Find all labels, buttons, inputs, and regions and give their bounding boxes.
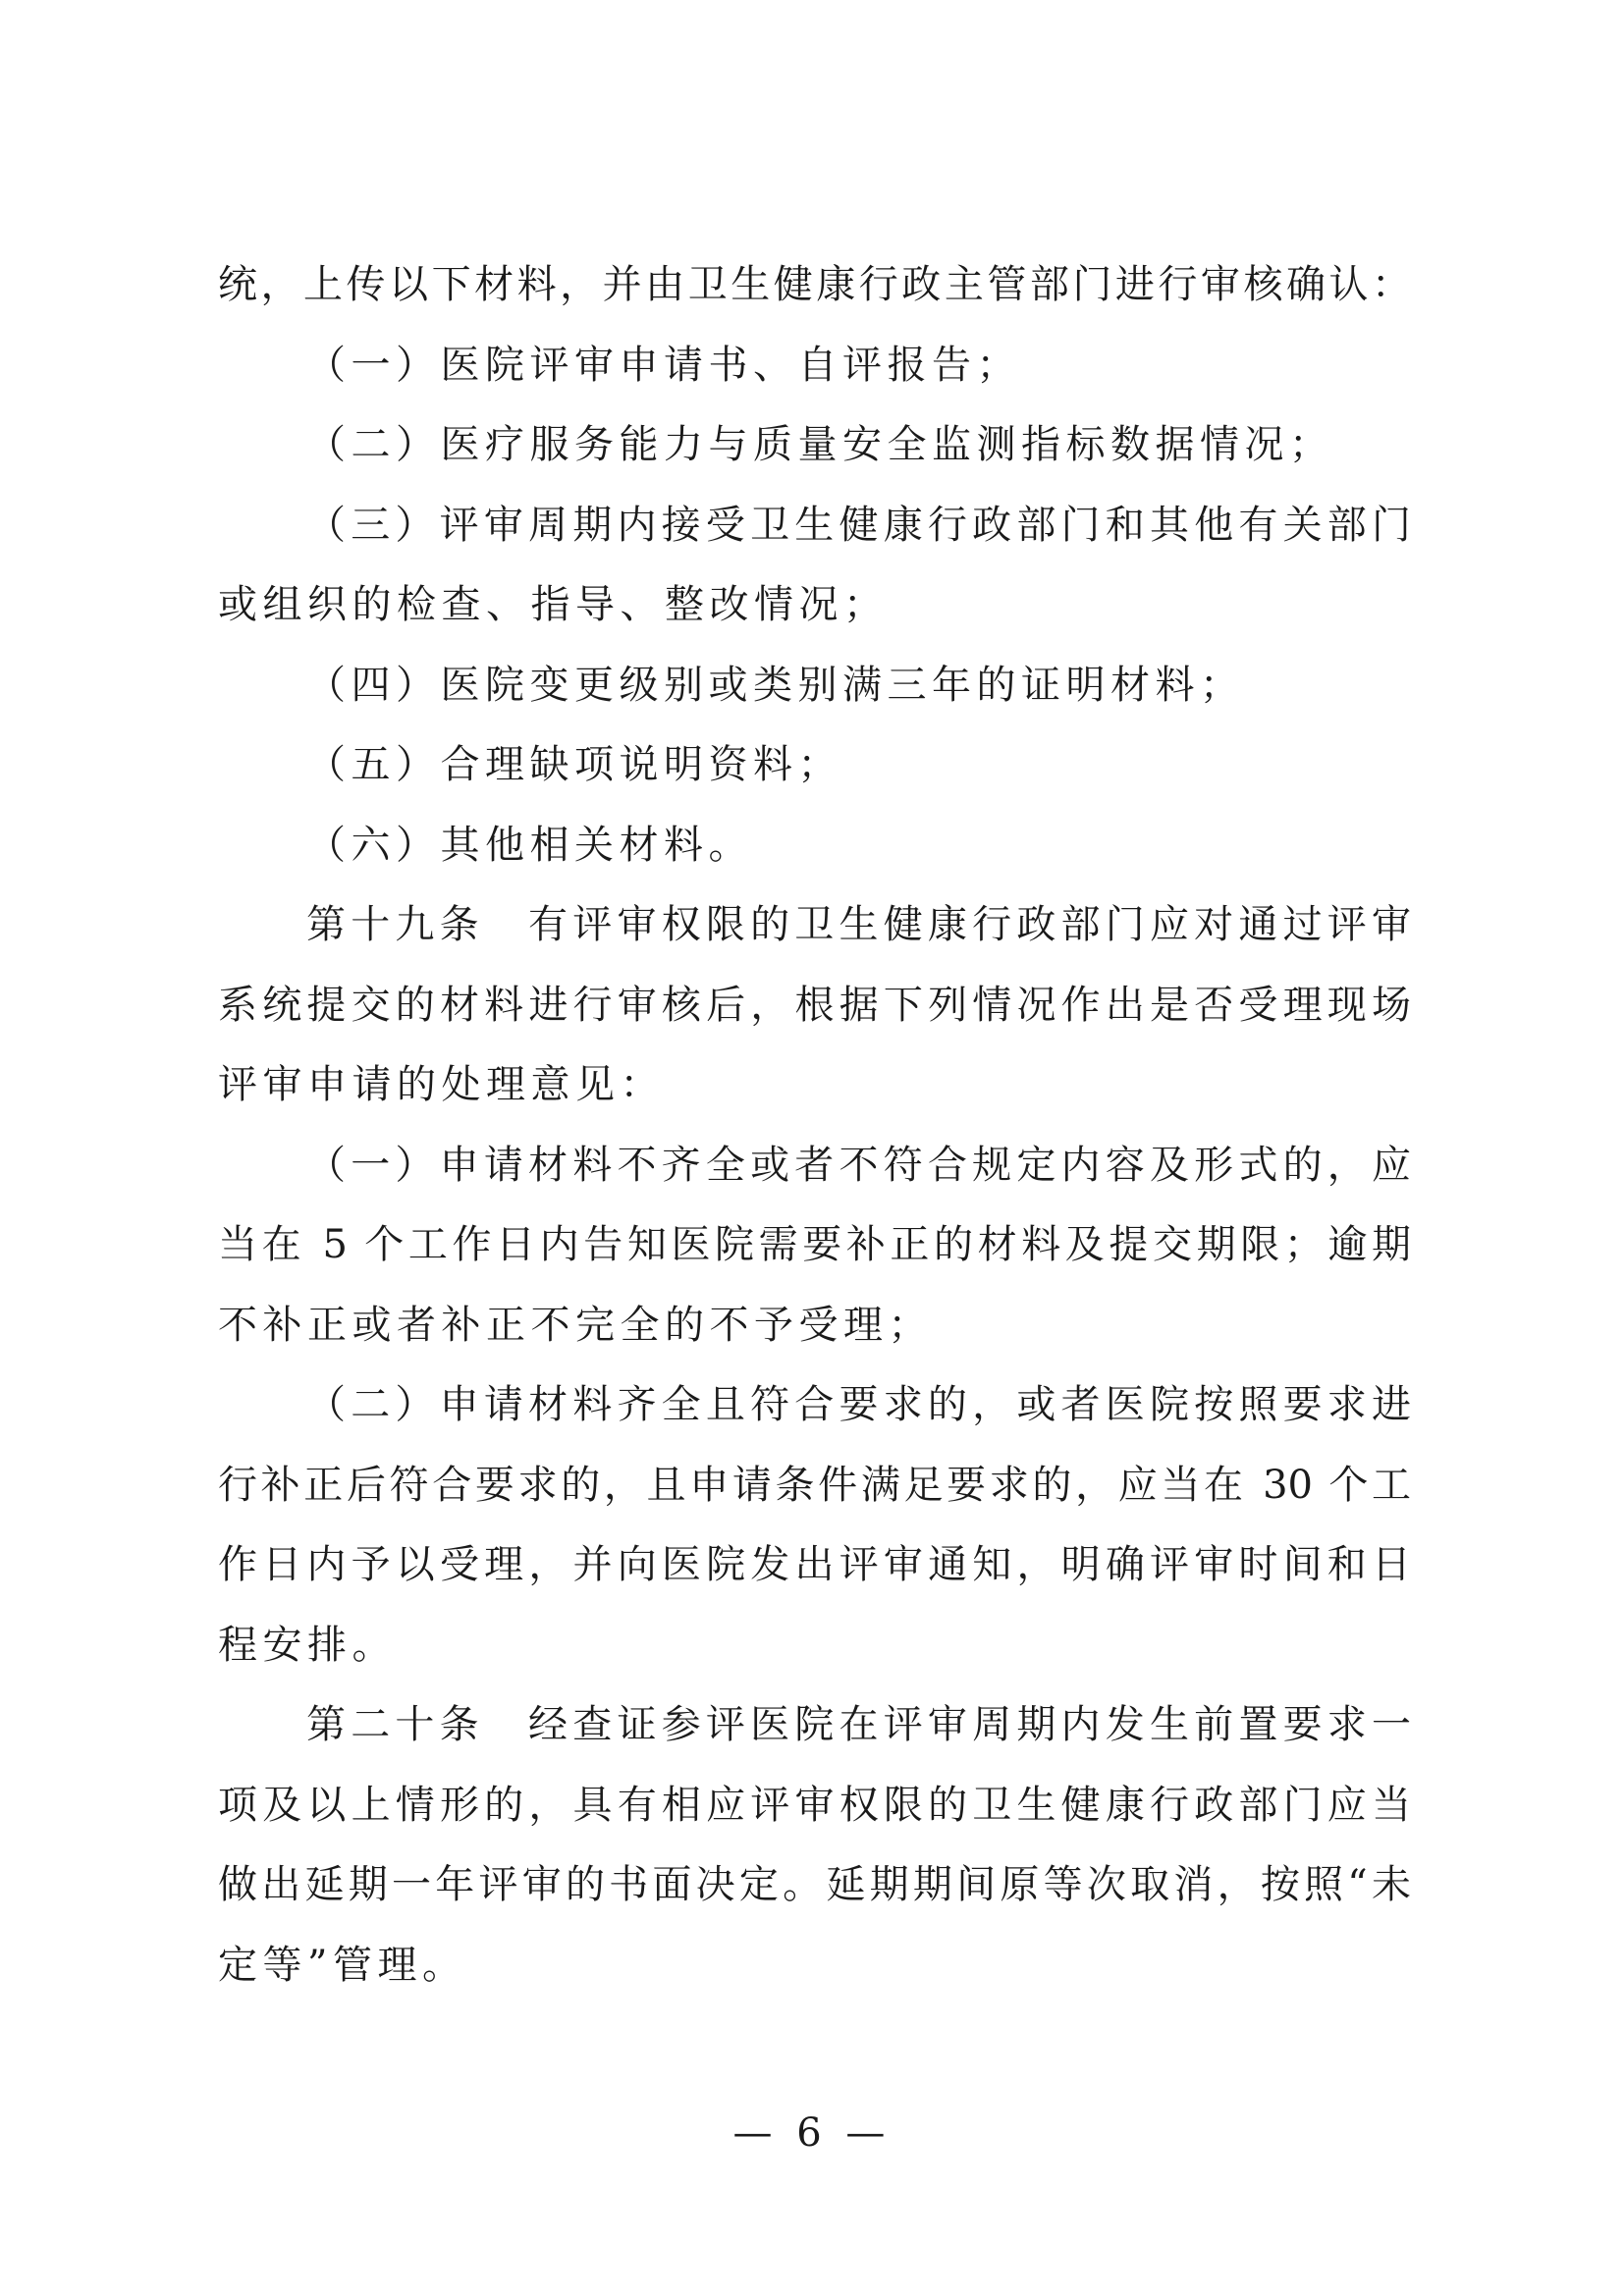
list-item: （一）申请材料不齐全或者不符合规定内容及形式的，应 (306, 1142, 1411, 1188)
list-item: （一）医院评审申请书、自评报告； (306, 342, 1021, 388)
paragraph-line: 项及以上情形的，具有相应评审权限的卫生健康行政部门应当 (218, 1782, 1411, 1828)
paragraph-line: 程安排。 (218, 1622, 397, 1668)
list-item: （四）医院变更级别或类别满三年的证明材料； (306, 662, 1245, 708)
list-item: （三）评审周期内接受卫生健康行政部门和其他有关部门 (306, 502, 1411, 548)
page-number: — 6 — (732, 2110, 892, 2156)
paragraph-line: 行补正后符合要求的，且申请条件满足要求的，应当在 30 个工 (218, 1462, 1411, 1508)
paragraph-line: 定等”管理。 (218, 1942, 467, 1988)
list-item: （二）医疗服务能力与质量安全监测指标数据情况； (306, 422, 1334, 467)
paragraph-line: 作日内予以受理，并向医院发出评审通知，明确评审时间和日 (218, 1542, 1411, 1587)
paragraph-line: 统，上传以下材料，并由卫生健康行政主管部门进行审核确认： (218, 262, 1411, 307)
paragraph-line: 不补正或者补正不完全的不予受理； (218, 1302, 933, 1348)
paragraph-line: 当在 5 个工作日内告知医院需要补正的材料及提交期限；逾期 (218, 1222, 1411, 1267)
document-body (218, 245, 1411, 2005)
article-heading-line: 第二十条 经查证参评医院在评审周期内发生前置要求一 (306, 1702, 1411, 1747)
list-item: （五）合理缺项说明资料； (306, 742, 842, 787)
paragraph-line: 或组织的检查、指导、整改情况； (218, 582, 889, 627)
list-item: （二）申请材料齐全且符合要求的，或者医院按照要求进 (306, 1382, 1411, 1427)
paragraph-line: 评审申请的处理意见： (218, 1062, 665, 1107)
paragraph-line: 系统提交的材料进行审核后，根据下列情况作出是否受理现场 (218, 982, 1411, 1028)
list-item: （六）其他相关材料。 (306, 822, 753, 868)
article-heading-line: 第十九条 有评审权限的卫生健康行政部门应对通过评审 (306, 902, 1411, 947)
paragraph-line: 做出延期一年评审的书面决定。延期期间原等次取消，按照“未 (218, 1862, 1411, 1907)
